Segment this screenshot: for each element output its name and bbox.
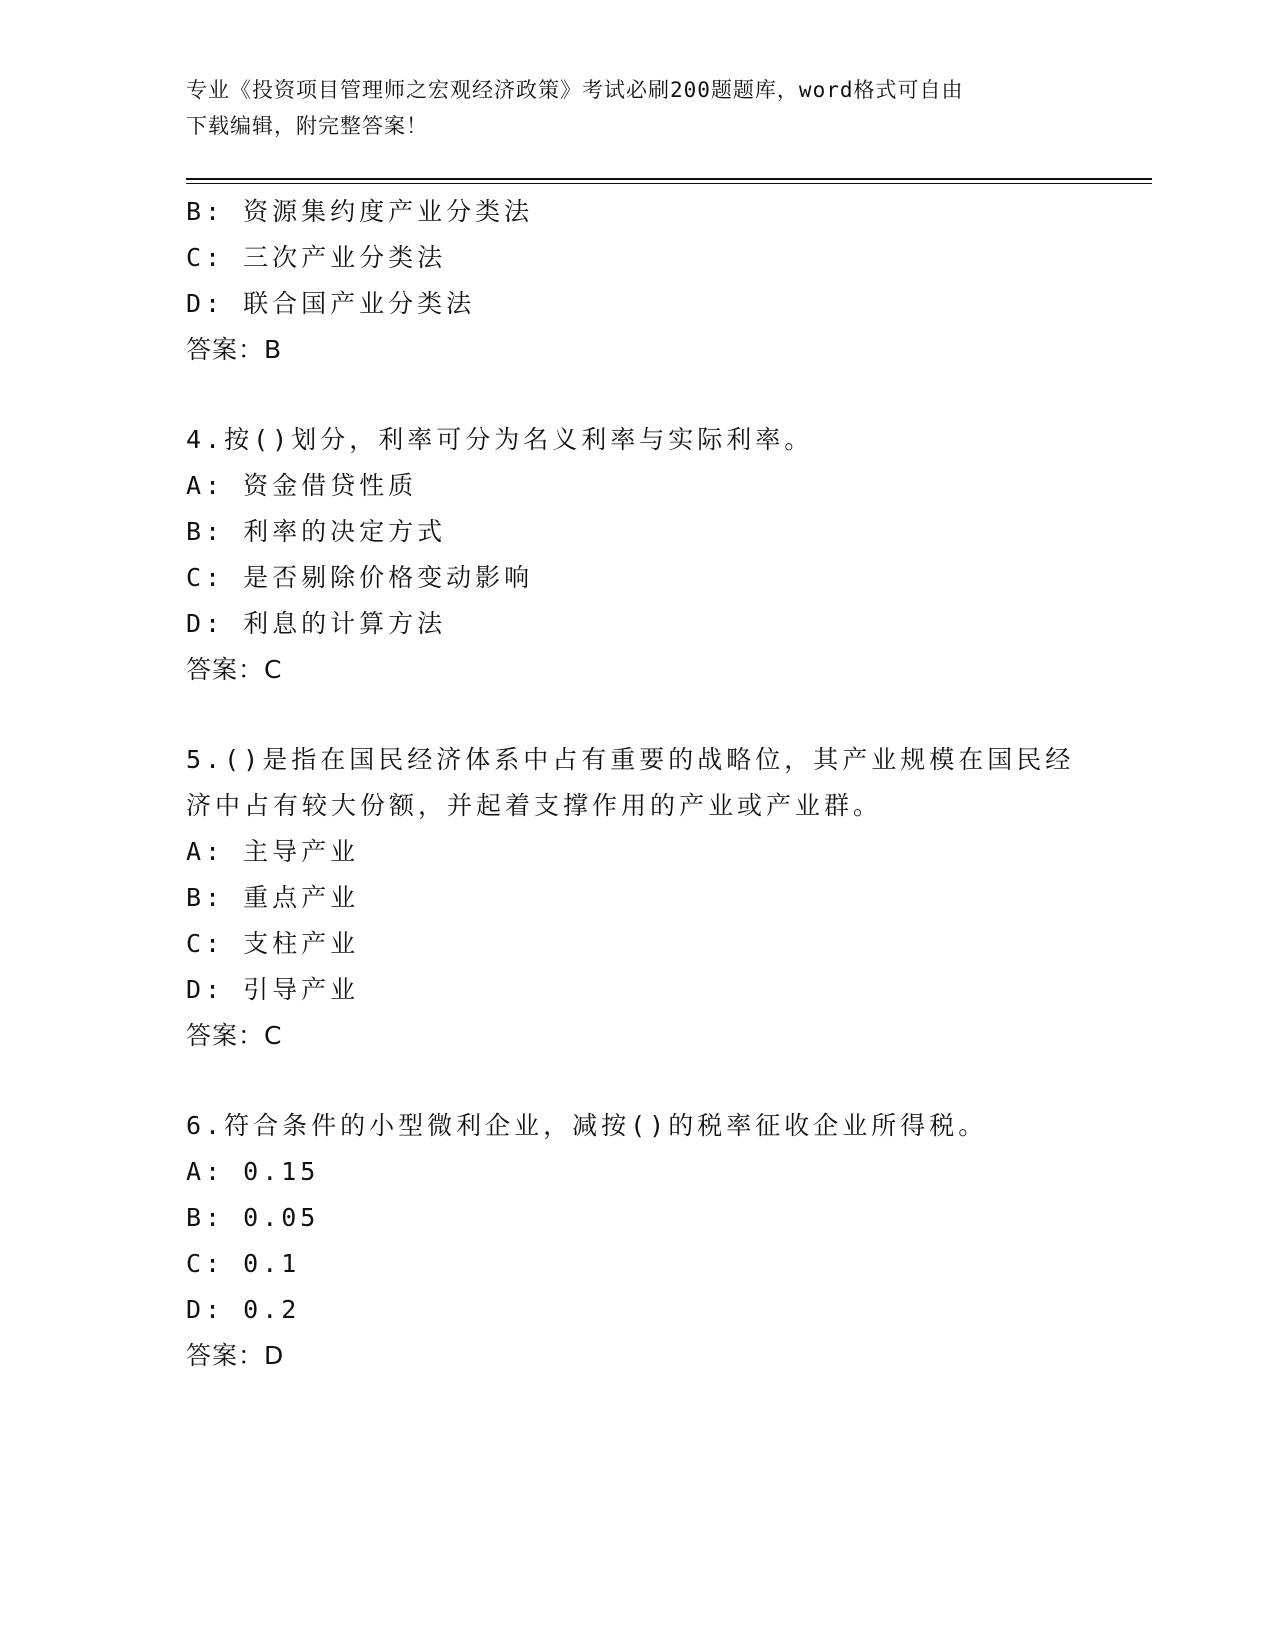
option-a: A: 资金借贷性质 <box>186 471 418 500</box>
option-d: D: 联合国产业分类法 <box>186 289 476 318</box>
question-4-block <box>186 417 1146 693</box>
question-stem-line-1: 5.()是指在国民经济体系中占有重要的战略位，其产业规模在国民经 <box>186 745 1075 774</box>
document-header <box>186 72 1086 144</box>
question-list <box>186 189 1146 1379</box>
question-3-block <box>186 189 1146 373</box>
option-b: B: 0.05 <box>186 1203 320 1232</box>
question-5-block <box>186 737 1146 1059</box>
option-a: A: 主导产业 <box>186 837 360 866</box>
question-spacer <box>186 373 1146 417</box>
option-c: C: 0.1 <box>186 1249 301 1278</box>
question-6-block <box>186 1103 1146 1379</box>
header-divider-thick <box>186 178 1152 180</box>
option-b: B: 重点产业 <box>186 883 360 912</box>
answer: 答案：C <box>186 1021 283 1050</box>
option-d: D: 利息的计算方法 <box>186 609 447 638</box>
question-stem: 4.按()划分，利率可分为名义利率与实际利率。 <box>186 425 814 454</box>
option-d: D: 引导产业 <box>186 975 360 1004</box>
question-spacer <box>186 693 1146 737</box>
option-c: C: 支柱产业 <box>186 929 360 958</box>
question-stem: 6.符合条件的小型微利企业，减按()的税率征收企业所得税。 <box>186 1111 988 1140</box>
header-line-2: 下载编辑，附完整答案！ <box>186 114 428 138</box>
option-b: B: 资源集约度产业分类法 <box>186 197 534 226</box>
option-d: D: 0.2 <box>186 1295 301 1324</box>
answer: 答案：C <box>186 655 283 684</box>
option-b: B: 利率的决定方式 <box>186 517 447 546</box>
option-c: C: 三次产业分类法 <box>186 243 447 272</box>
header-divider-thin <box>186 183 1152 184</box>
answer: 答案：B <box>186 335 283 364</box>
option-a: A: 0.15 <box>186 1157 320 1186</box>
question-spacer <box>186 1059 1146 1103</box>
question-stem-line-2: 济中占有较大份额，并起着支撑作用的产业或产业群。 <box>186 791 883 820</box>
header-line-1: 专业《投资项目管理师之宏观经济政策》考试必刷200题题库，word格式可自由 <box>186 78 964 102</box>
answer: 答案：D <box>186 1341 285 1370</box>
option-c: C: 是否剔除价格变动影响 <box>186 563 534 592</box>
